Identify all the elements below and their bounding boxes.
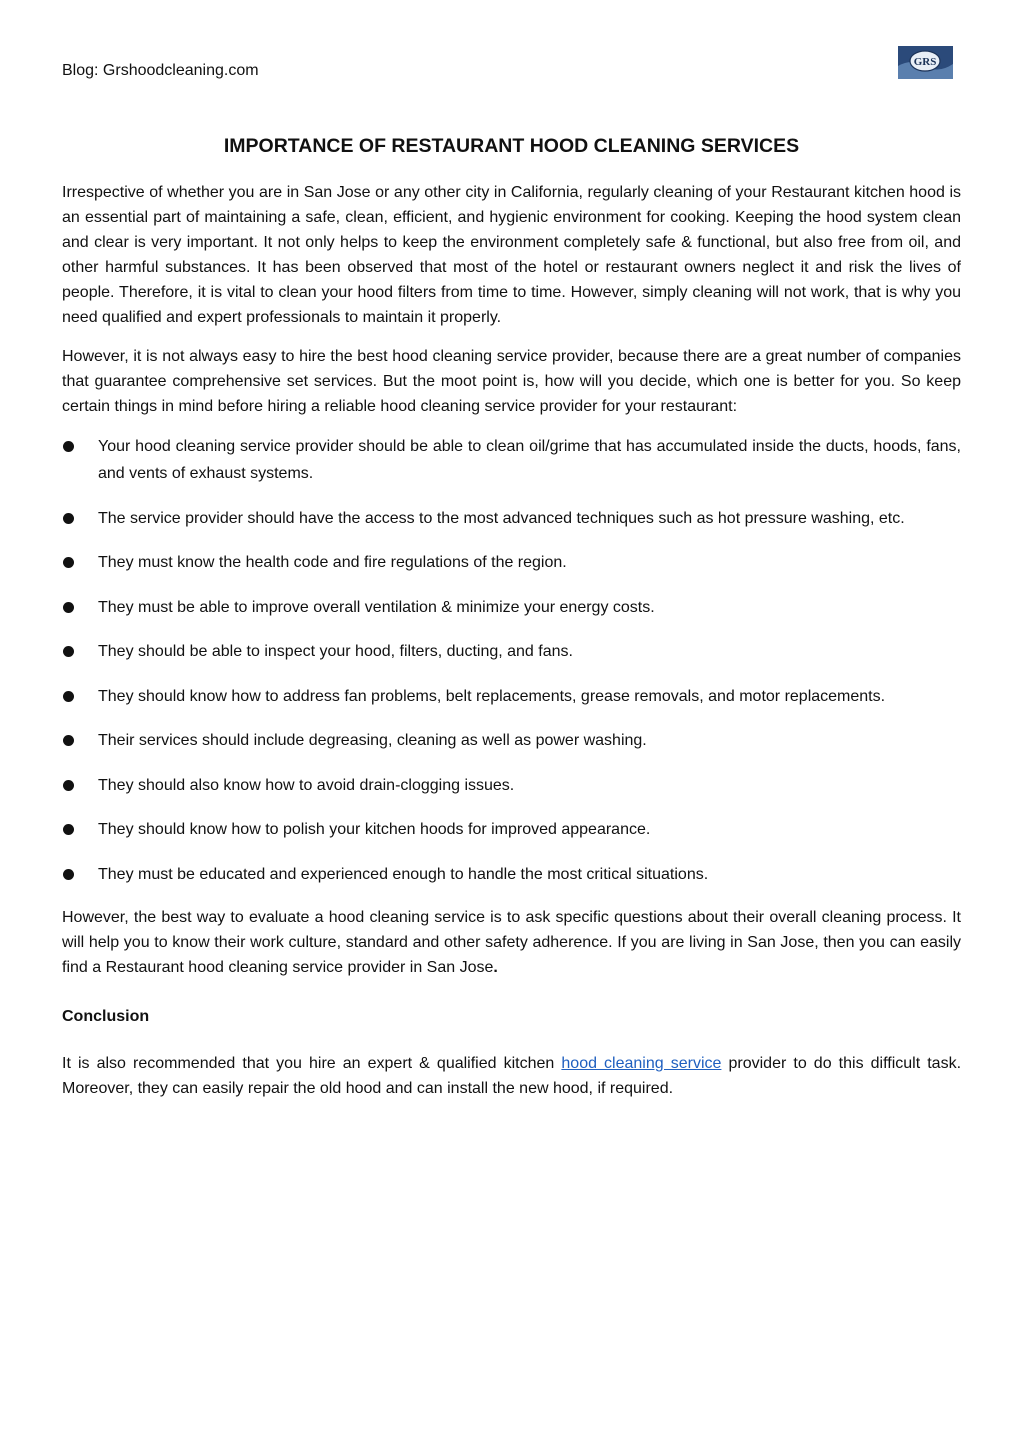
list-item: The service provider should have the access to the most advanced techniques such as hot pressure washing, etc. bbox=[62, 505, 961, 532]
bullet-icon bbox=[63, 513, 74, 524]
blog-header: Blog: Grshoodcleaning.com bbox=[62, 62, 259, 79]
list-item: Their services should include degreasing, cleaning as well as power washing. bbox=[62, 727, 961, 754]
article bbox=[62, 132, 961, 1115]
article-title: IMPORTANCE OF RESTAURANT HOOD CLEANING SERVICES bbox=[223, 135, 800, 157]
list-item: They must be able to improve overall ventilation & minimize your energy costs. bbox=[62, 594, 961, 621]
list-item: They should also know how to avoid drain-clogging issues. bbox=[62, 772, 961, 799]
list-item: Your hood cleaning service provider should be able to clean oil/grime that has accumulated inside the ducts, hoods, fans, and vents of exhaust systems. bbox=[62, 433, 961, 487]
paragraph-evaluate: However, the best way to evaluate a hood cleaning service is to ask specific questions about their overall cleaning process. It will help you to know their work culture, standard and other safety adherence. If you are living in San Jose, then you can easily find a Restaurant hood cleaning service provider in San Jose. bbox=[62, 909, 961, 976]
bullet-icon bbox=[63, 869, 74, 880]
requirements-list bbox=[62, 433, 961, 888]
bullet-icon bbox=[63, 557, 74, 568]
conclusion-heading: Conclusion bbox=[62, 1008, 150, 1025]
bullet-icon bbox=[63, 691, 74, 702]
paragraph-intro: Irrespective of whether you are in San Jose or any other city in California, regularly cleaning of your Restaurant kitchen hood is an essential part of maintaining a safe, clean, efficient, and hygienic environment for cooking. Keeping the hood system clean and clear is very important. It not only helps to keep the environment completely safe & functional, but also free from oil, and other harmful substances. It has been observed that most of the hotel or restaurant owners neglect it and risk the lives of people. Therefore, it is vital to clean your hood filters from time to time. However, simply cleaning will not work, that is why you need qualified and expert professionals to maintain it properly. bbox=[62, 184, 961, 326]
hood-cleaning-service-link[interactable]: hood cleaning service bbox=[561, 1055, 722, 1072]
grs-logo bbox=[898, 46, 953, 79]
bullet-icon bbox=[63, 646, 74, 657]
paragraph-hiring: However, it is not always easy to hire the best hood cleaning service provider, because there are a great number of companies that guarantee comprehensive set services. But the moot point is, how will you decide, which one is better for you. So keep certain things in mind before hiring a reliable hood cleaning service provider for your restaurant: bbox=[62, 348, 961, 415]
bullet-icon bbox=[63, 824, 74, 835]
list-item: They should know how to polish your kitchen hoods for improved appearance. bbox=[62, 816, 961, 843]
list-item: They should be able to inspect your hood, filters, ducting, and fans. bbox=[62, 638, 961, 665]
bullet-icon bbox=[63, 602, 74, 613]
list-item: They must be educated and experienced enough to handle the most critical situations. bbox=[62, 861, 961, 888]
bullet-icon bbox=[63, 780, 74, 791]
list-item: They must know the health code and fire regulations of the region. bbox=[62, 549, 961, 576]
bullet-icon bbox=[63, 735, 74, 746]
logo-text: GRS bbox=[913, 56, 937, 68]
list-item: They should know how to address fan problems, belt replacements, grease removals, and motor replacements. bbox=[62, 683, 961, 710]
paragraph-conclusion: It is also recommended that you hire an expert & qualified kitchen hood cleaning service provider to do this difficult task. Moreover, they can easily repair the old hood and can install the new hood, if required. bbox=[62, 1055, 962, 1097]
bullet-icon bbox=[63, 441, 74, 452]
